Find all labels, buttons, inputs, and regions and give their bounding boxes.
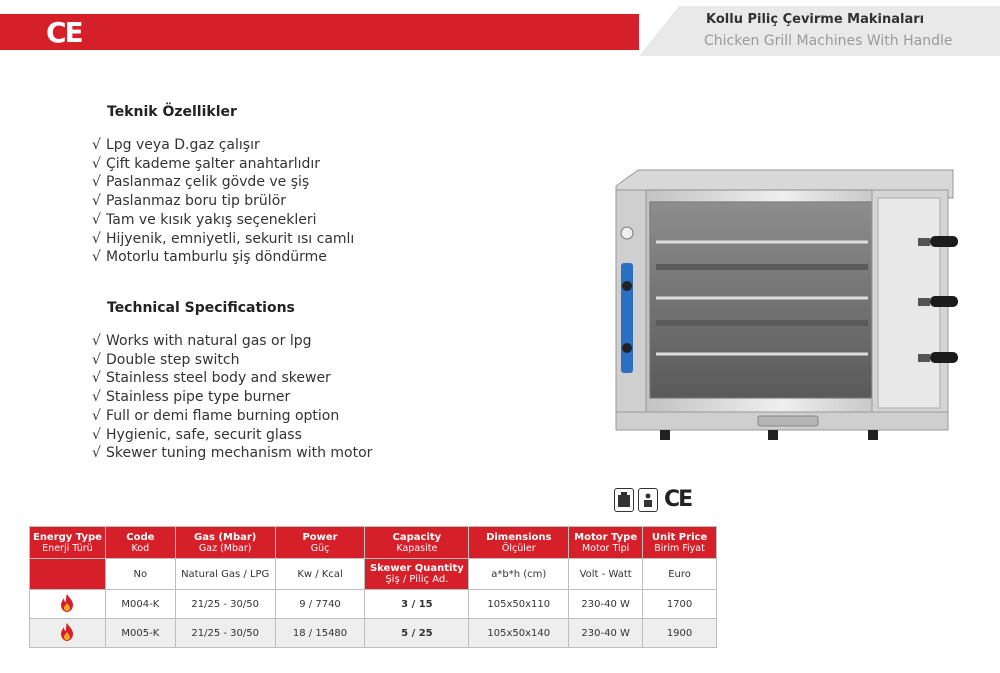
- check-icon: √: [92, 370, 101, 387]
- table-units-row: [30, 559, 717, 590]
- units-cell: Skewer Quantity Şiş / Piliç Ad.: [365, 559, 469, 590]
- spec-item: √ Lpg veya D.gaz çalışır: [92, 137, 260, 153]
- table-row: [30, 590, 717, 619]
- spec-item: √ Full or demi flame burning option: [92, 407, 340, 424]
- price-table: [29, 526, 717, 648]
- check-icon: √: [92, 351, 101, 368]
- table-header-row: [30, 527, 717, 559]
- flame-icon: [59, 593, 75, 613]
- power-cell: 18 / 15480: [275, 619, 365, 648]
- check-icon: √: [92, 333, 101, 349]
- check-icon: √: [92, 155, 101, 172]
- check-icon: √: [92, 193, 101, 210]
- check-icon: √: [92, 230, 101, 247]
- column-header: Code Kod: [105, 527, 175, 559]
- specs-tr-heading: Teknik Özellikler: [107, 104, 237, 120]
- ce-mark: CE: [46, 16, 82, 49]
- spec-item: √ Stainless pipe type burner: [92, 389, 291, 406]
- check-icon: √: [92, 407, 101, 424]
- units-cell-empty: [30, 559, 106, 590]
- fire-safety-icon: [614, 488, 634, 512]
- spec-item: √ Stainless steel body and skewer: [92, 370, 331, 387]
- spec-item: √ Motorlu tamburlu şiş döndürme: [92, 249, 327, 266]
- check-icon: √: [92, 445, 101, 462]
- dimensions-cell: 105x50x110: [469, 590, 569, 619]
- check-icon: √: [92, 137, 101, 153]
- units-cell: a*b*h (cm): [469, 559, 569, 590]
- user-manual-icon: [638, 488, 658, 512]
- gas-cell: 21/25 - 30/50: [175, 619, 275, 648]
- spec-item: √ Paslanmaz boru tip brülör: [92, 193, 287, 210]
- check-icon: √: [92, 389, 101, 406]
- spec-item: √ Works with natural gas or lpg: [92, 333, 312, 349]
- specs-en-list: [92, 332, 372, 463]
- code-cell: M004-K: [105, 590, 175, 619]
- spec-item: √ Hygienic, safe, securit glass: [92, 426, 302, 443]
- specs-tr-list: [92, 136, 354, 267]
- flame-icon: [59, 622, 75, 642]
- motor-cell: 230-40 W: [569, 619, 643, 648]
- header-band: [0, 14, 690, 50]
- check-icon: √: [92, 426, 101, 443]
- gas-cell: 21/25 - 30/50: [175, 590, 275, 619]
- chicken-grill-machine-image: [608, 168, 963, 448]
- column-header: Capacity Kapasite: [365, 527, 469, 559]
- column-header: Power Güç: [275, 527, 365, 559]
- units-cell: Kw / Kcal: [275, 559, 365, 590]
- energy-type-cell: [30, 619, 106, 648]
- spec-item: √ Paslanmaz çelik gövde ve şiş: [92, 174, 310, 191]
- spec-item: √ Tam ve kısık yakış seçenekleri: [92, 211, 317, 228]
- check-icon: √: [92, 249, 101, 266]
- spec-item: √ Hijyenik, emniyetli, sekurit ısı camlı: [92, 230, 355, 247]
- capacity-cell: 3 / 15: [365, 590, 469, 619]
- units-cell: Euro: [643, 559, 717, 590]
- units-cell: Volt - Watt: [569, 559, 643, 590]
- spec-item: √ Double step switch: [92, 351, 240, 368]
- power-cell: 9 / 7740: [275, 590, 365, 619]
- capacity-cell: 5 / 25: [365, 619, 469, 648]
- motor-cell: 230-40 W: [569, 590, 643, 619]
- table-row: [30, 619, 717, 648]
- price-cell: 1700: [643, 590, 717, 619]
- spec-item: √ Skewer tuning mechanism with motor: [92, 445, 373, 462]
- spec-item: √ Çift kademe şalter anahtarlıdır: [92, 155, 321, 172]
- column-header: Energy Type Enerji Türü: [30, 527, 106, 559]
- check-icon: √: [92, 211, 101, 228]
- price-cell: 1900: [643, 619, 717, 648]
- title-english: Chicken Grill Machines With Handle: [704, 33, 953, 49]
- certification-marks: [614, 487, 691, 512]
- column-header: Gas (Mbar) Gaz (Mbar): [175, 527, 275, 559]
- units-cell: No: [105, 559, 175, 590]
- ce-certification-mark: CE: [664, 487, 692, 512]
- column-header: Unit Price Birim Fiyat: [643, 527, 717, 559]
- dimensions-cell: 105x50x140: [469, 619, 569, 648]
- specs-en-heading: Technical Specifications: [107, 300, 295, 316]
- check-icon: √: [92, 174, 101, 191]
- column-header: Motor Type Motor Tipi: [569, 527, 643, 559]
- energy-type-cell: [30, 590, 106, 619]
- column-header: Dimensions Ölçüler: [469, 527, 569, 559]
- units-cell: Natural Gas / LPG: [175, 559, 275, 590]
- code-cell: M005-K: [105, 619, 175, 648]
- title-turkish: Kollu Piliç Çevirme Makinaları: [706, 12, 925, 27]
